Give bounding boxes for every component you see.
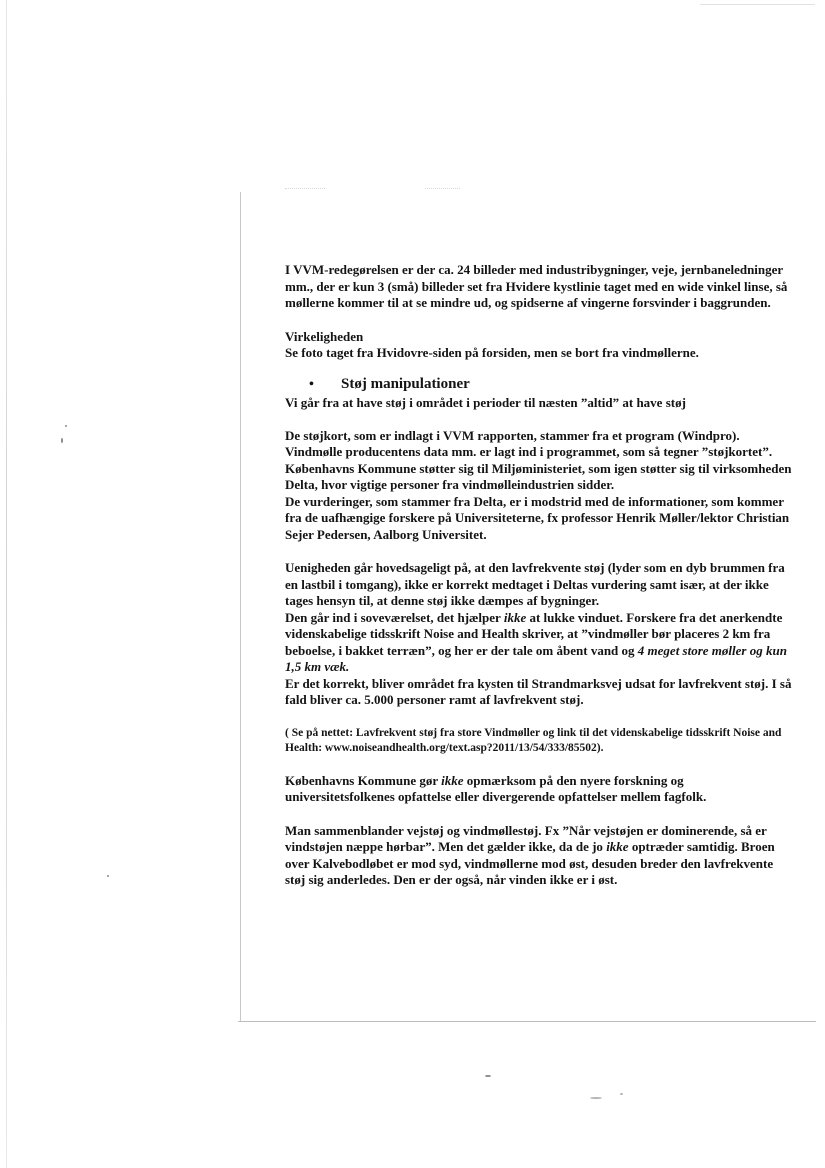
scan-speck xyxy=(590,1097,602,1099)
paragraph-road-noise: Man sammenblander vejstøj og vindmøllestøj. Fx ”Når vejstøjen er dominerende, så er vindstøjen næppe hørbar”. Men det gælder ikke, da de jo ikke optræder samtidig. Broen over Kalvebodløbet er mod syd, vindmøllerne mod øst, desuden breder den lavfrekvente støj sig anderledes. Den er der også, når vinden ikke er i øst. xyxy=(285,822,775,887)
section-title: Støj manipulationer xyxy=(341,375,470,392)
paragraph-bedroom: Den går ind i soveværelset, det hjælper ikke at lukke vinduet. Forskere fra det anerkendte videnskabelige tidsskrift Noise and Health skriver, at ”vindmøller bør placeres 2 km fra beboelse, i bakket terræn”, og her er der tale om åbent vand og 4 meget store møller og kun 1,5 km væk. xyxy=(285,609,787,674)
scan-mark xyxy=(700,4,815,5)
reference-note: ( Se på nettet: Lavfrekvent støj fra store Vindmøller og link til det videnskabelige tidsskrift Noise and Health: www.noiseandhealth.org/text.asp?2011/13/54/333/85502). xyxy=(285,726,782,754)
page-frame-bottom xyxy=(238,1021,816,1022)
paragraph-noise-maps: De støjkort, som er indlagt i VVM rapporten, stammer fra et program (Windpro). Vindmølle producentens data mm. er lagt ind i programmet, som så tegner ”støjkortet”. xyxy=(285,427,773,459)
paragraph-vvm-images: I VVM-redegørelsen er der ca. 24 billeder med industribygninger, veje, jernbaneledninger mm., der er kun 3 (små) billeder set fra Hvidere kystlinie taget med en wide vinkel linse, så møllerne kommer til at se mindre ud, og spidserne af vingerne forsvinder i baggrunden. xyxy=(285,262,788,310)
scan-edge xyxy=(6,0,7,1168)
virkelighed-heading: Virkeligheden xyxy=(285,328,364,344)
scan-speck xyxy=(61,438,63,443)
section-heading xyxy=(309,374,795,395)
scan-speck xyxy=(107,875,109,877)
scan-speck xyxy=(620,1093,623,1095)
virkelighed-text: Se foto taget fra Hvidovre-siden på forsiden, men se bort fra vindmøllerne. xyxy=(285,345,699,360)
document-body xyxy=(285,262,795,889)
scan-mark xyxy=(285,188,325,190)
paragraph-disagreement: Uenigheden går hovedsageligt på, at den lavfrekvente støj (lyder som en dyb brummen fra en lastbil i tomgang), ikke er korrekt medtaget i Deltas vurdering samt især, at der ikke tages hensyn til, at denne støj ikke dæmpes af bygninger. xyxy=(285,560,785,608)
bullet-icon: • xyxy=(309,376,314,392)
page-frame-left xyxy=(240,192,241,1022)
scan-speck xyxy=(65,425,67,427)
paragraph-delta: De vurderinger, som stammer fra Delta, er i modstrid med de informationer, som kommer fra de uafhængige forskere på Universiteterne, fx professor Henrik Møller/lektor Christian Sejer Pedersen, Aalborg Universitet. xyxy=(285,493,790,542)
paragraph-municipality: Københavns Kommune støtter sig til Miljøministeriet, som igen støtter sig til virksomheden Delta, hvor vigtige personer fra vindmølleindustrien sidder. xyxy=(285,460,792,492)
scan-mark xyxy=(425,188,460,190)
paragraph-research: Københavns Kommune gør ikke opmærksom på den nyere forskning og universitetsfolkenes opfattelse eller divergerende opfattelser mellem fagfolk. xyxy=(285,772,707,804)
scan-speck xyxy=(485,1075,491,1077)
section-intro: Vi går fra at have støj i området i perioder til næsten ”altid” at have støj xyxy=(285,394,686,410)
paragraph-exposure: Er det korrekt, bliver området fra kysten til Strandmarksvej udsat for lavfrekvent støj. I så fald bliver ca. 5.000 personer ramt af lavfrekvent støj. xyxy=(285,675,792,707)
